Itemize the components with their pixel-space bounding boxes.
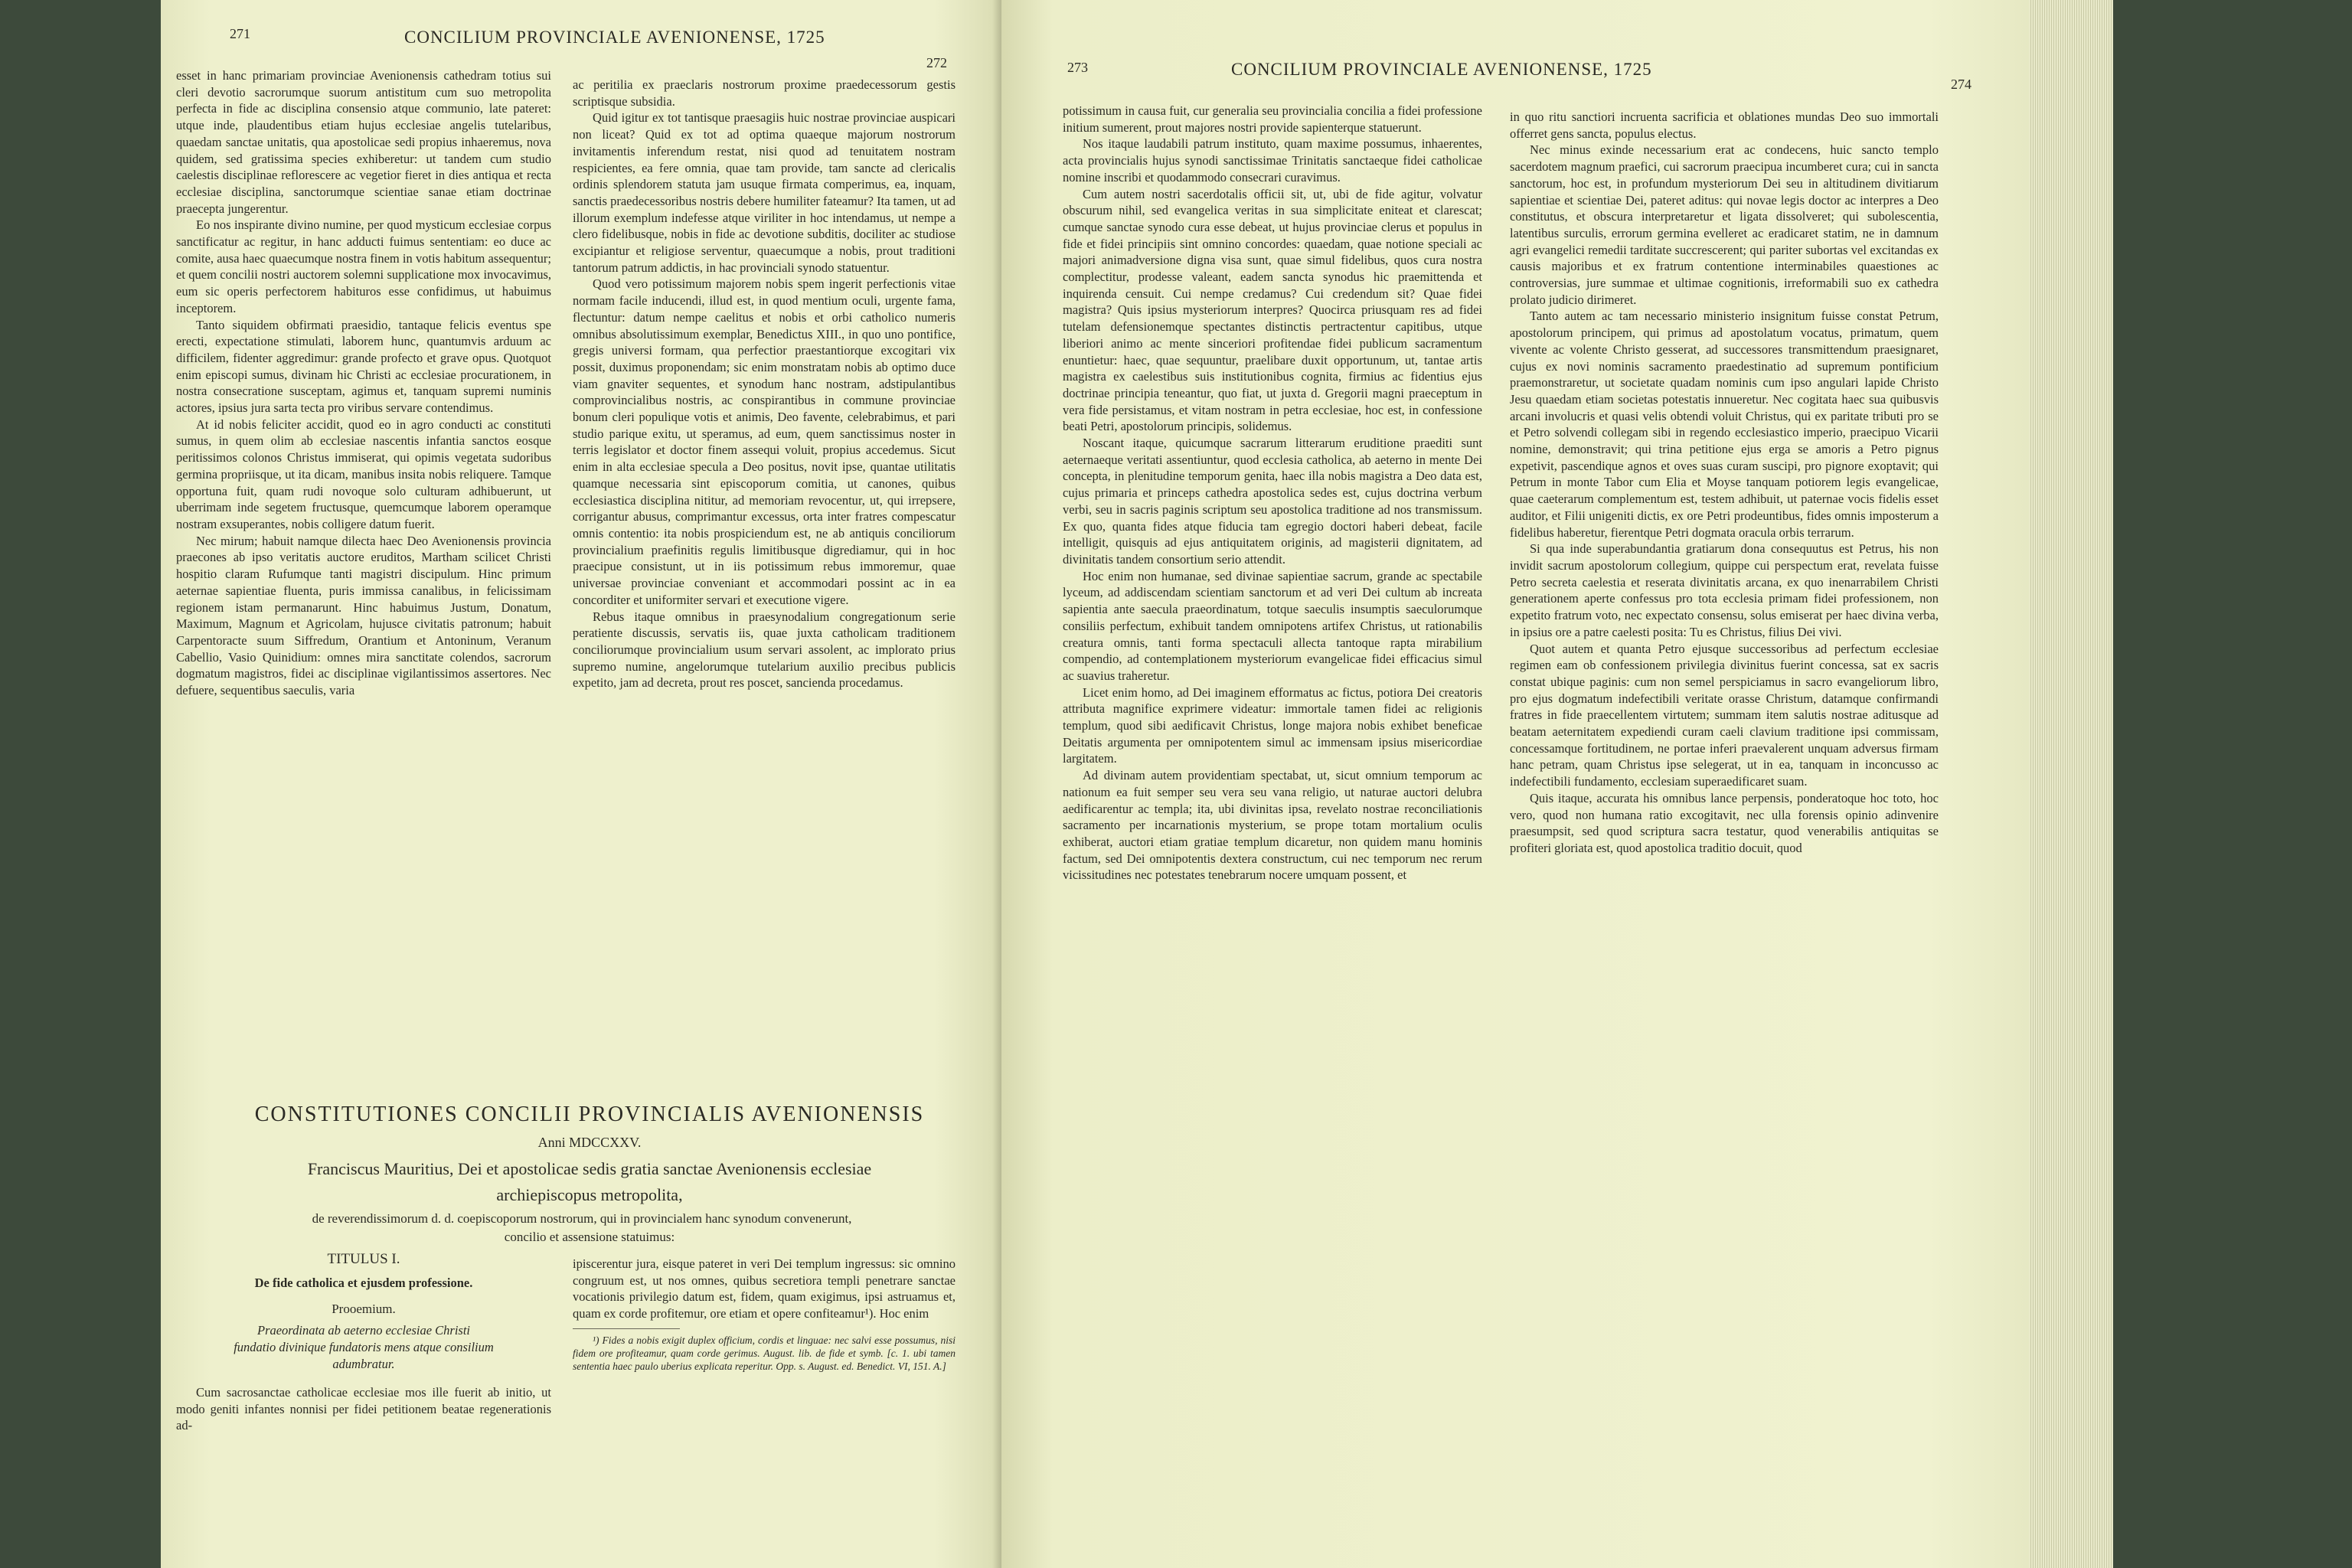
paragraph: Si qua inde superabundantia gratiarum dona consequutus est Petrus, his non invidit sacrum apostolorum collegium, quippe cui perspectum erat, revelata fuisse Petro secreta caelestia et reserata divinitatis arcana, ex quo inenarrabilem Christi generationem aperte confessus pro tota ecclesia primam fidei professionem, non expetito fratrum voto, nec expectato consensu, solus emiserat per haec divina verba, in ipsius ore a patre caelesti posita: Tu es Christus, filius Dei vivi. <box>1510 541 1939 639</box>
page-number-272: 272 <box>926 55 947 70</box>
footnote-rule <box>573 1328 680 1329</box>
book-page-edges <box>2029 0 2113 1568</box>
paragraph: Nec minus exinde necessarium erat ac condecens, huic sancto templo sacerdotem magnum praefici, cui sacrorum praecipua incumberet cura; cui in sancta sanctorum, hoc est, in profundum mysteriorum Dei seu in altitudinem divitiarum sapientiae et scientiae Dei, pateret aditus: qui novae legis doctor ac interpres a Deo constitutus, et obscura interpretaretur et ligata dissolveret; qui subolescentia, latentibus surculis, errorum germina evelleret ac eradicaret statim, ne in damnum agri evangelici remedii tarditate succrescerent; qui pariter subortas vel excitandas ex causis majoribus et ex fratrum contentione interminabiles quaestiones ac controversias, jure summae et ultimae cognitionis, irreformabili suo ex cathedra prolato judicio dirimeret. <box>1510 142 1939 307</box>
paragraph: Rebus itaque omnibus in praesynodalium congregationum serie peratiente discussis, servatis iis, quae juxta catholicam traditionem conciliorumque provincialium usum servari assolent, ac implorato prius supremo numine, angelorumque tutelarium auxilio precibus publicis expetito, jam ad decreta, prout res poscet, sancienda procedamus. <box>573 609 956 691</box>
paragraph: Tanto siquidem obfirmati praesidio, tantaque felicis eventus spe erecti, expectatione stimulati, laborem hunc, quantumvis arduum ac difficilem, fidenter aggredimur: grande profecto et grave opus. Quotquot enim episcopi sumus, divinam hic Christi ac ecclesiae procurationem, in nostra consecratione susceptam, agimus et, tanquam supremi numinis actores, ipsius jura sarta tecta pro viribus servare contendimus. <box>176 317 551 416</box>
paragraph: Quis itaque, accurata his omnibus lance perpensis, ponderatoque hoc toto, hoc vero, quod non humana ratio excogitavit, nec ulla forensis opinio adinvenire praesumpsit, sed quod scriptura sacra testatur, quod venerabilis antiquitas se profiteri gloriata est, quod apostolica traditio docuit, quod <box>1510 790 1939 855</box>
paragraph: Noscant itaque, quicumque sacrarum litterarum eruditione praediti sunt aeternaeque veritati assentiuntur, quod ecclesia catholica, ab aeterno in mente Dei concepta, in plenitudine temporum genita, haec illa nobis magistra a Deo data est, cujus primaria et princeps cathedra apostolica sedes est, cujus doctrina verbum verbi, seu in sacris paginis scriptum seu apostolica traditione ad nos transmissum. Ex quo, quanta fides atque fiducia tam egregio doctori haberi debeat, facile intelligit, quisquis ad ejus antiquitatem originis, ad magisterii dignitatem, ad divinitatis tandem consortium serio attendit. <box>1063 436 1482 567</box>
paragraph: Eo nos inspirante divino numine, per quod mysticum ecclesiae corpus sanctificatur ac regitur, in hanc adducti fuimus sententiam: eo duce ac comite, ausa haec quaecumque nostra finem in votis habitum assequentur; et quem concilii nostri auctorem solemni supplicatione mox invocavimus, eum sic operis perfectorem habituros esse confidimus, ut habuimus inceptorem. <box>176 217 551 315</box>
page-number-273: 273 <box>1067 60 1088 75</box>
page-number-274: 274 <box>1951 77 1971 92</box>
author-line: archiepiscopus metropolita, <box>496 1185 683 1204</box>
titulus-subheading: De fide catholica et ejusdem professione. <box>254 1276 473 1290</box>
paragraph: Quid igitur ex tot tantisque praesagiis huic nostrae provinciae auspicari non liceat? Quid ex tot ad optima quaeque majorum nostrorum invitamentis inferendum restat, nisi quod ad tenuitatem nostram respicientes, ea fere omnia, quae tam provide, tam sancte ad clericalis ordinis splendorem statuta jam usuque firmata comperimus, ea, inquam, sanctis praedecessoribus nostris debere humiliter fateamur? Ita tamen, ut ad illorum exemplum indefesse atque viriliter in hoc intendamus, ut nempe a clero fidelibusque, nobis in fide ac devotione subditis, dociliter ac studiose excipiantur et religiose serventur, quaecumque a nobis, prout traditioni tantorum patrum addictis, in hac provinciali synodo statuentur. <box>573 110 956 275</box>
paragraph: Hoc enim non humanae, sed divinae sapientiae sacrum, grande ac spectabile lyceum, ad addiscendam scientiam sanctorum et ad veri Dei cultum ab increata sapientia ante saecula praeordinatum, totque saeculis insumptis saeculorumque consiliis perfectum, exhibuit tandem omnipotens artifex Christus, ut rationabilis creatura omnis, tanti forma spectaculi allecta tantoque rapta mirabilium compendio, ad contemplationem mysteriorum evangelicae fidei efficacius simul ac suavius traheretur. <box>1063 568 1482 683</box>
motto-line: adumbratur. <box>332 1357 395 1371</box>
running-header-left: CONCILIUM PROVINCIALE AVENIONENSE, 1725 <box>404 28 825 47</box>
titulus-heading: TITULUS I. <box>327 1251 400 1267</box>
motto-line: Praeordinata ab aeterno ecclesiae Christi <box>256 1323 470 1338</box>
paragraph: esset in hanc primariam provinciae Avenionensis cathedram totius sui cleri devotio sacrorumque suorum antistitum cum suo metropolita perfecta in fide ac disciplina consensio atque communio, late pateret: utque inde, plaudentibus etiam hujus ecclesiae angelis tutelaribus, quaedam sanctae unitatis, qua apostolicae sedi propius inhaeremus, nova quidem, sed gratissima species exhiberetur: ut tandem cum studio caelestis disciplinae reflorescere ac vegetior fieret in dies antiqua et recta ecclesiae disciplina, sanctorumque scientiae sanae etiam doctrinae praecepta jungerentur. <box>176 68 551 216</box>
prooemium-text-left <box>176 1384 551 1434</box>
paragraph: Cum autem nostri sacerdotalis officii sit, ut, ubi de fide agitur, volvatur obscurum nihil, sed evangelica veritas in sua simplicitate eniteat et clarescat; cumque sanctae synodo cura esse debeat, ut hujus provinciae clerus et populus in fide et fidei principiis sint omnino concordes: quaedam, quae notione speciali ac majori animadversione digna visa sunt, quae simul fidelibus, quos cura nostra complectitur, prodesse valeant, eadem sancta synodus hic praemittenda et inquirenda censuit. Cui nempe credamus? Cui credendum sit? Quae fidei magistra? Quis ipsius mysteriorum interpres? Quocirca priusquam res ad fidei tutelam defensionemque spectantes distinctis pertractentur capitibus, utque liberiori animo ac mente sinceriori profitendae fidei publicum sacramentum enuntietur: haec, quae sequuntur, praelibare duxit opportunum, ut, tantae artis magistra ex caelestibus suis institutionibus cognita, firmius ac fidentius ejus doctrinae principia teneantur, quo fiat, ut juxta d. Gregorii magni praeceptum in vera fide persistamus, et vitam nostram in petra ecclesiae, hoc est, in confessione beati Petri, apostolorum principis, solidemus. <box>1063 186 1482 434</box>
paragraph: in quo ritu sanctiori incruenta sacrificia et oblationes mundas Deo suo immortali offerret gens sancta, populus electus. <box>1510 109 1939 141</box>
prooemium-text-right <box>573 1256 956 1373</box>
paragraph: Nec mirum; habuit namque dilecta haec Deo Avenionensis provincia praecones ab ipso veritatis auctore eruditos, Martham scilicet Christi hospitio claram Rufumque tanti magistri discipulum. Hinc primum aeternae sapientiae fluenta, puris immissa canalibus, in felicissimam regionem istam permanarunt. Hinc habuimus Justum, Donatum, Maximum, Magnum et Agricolam, hujusce civitatis patronum; habuit Carpentoracte suum Siffredum, Orantium et Antoninum, Veranum Cabellio, Vasio Quinidium: omnes mira sanctitate colendos, sacrorum dogmatum magistros, fidei ac disciplinae vigilantissimos assertores. Nec defuere, sequentibus saeculis, varia <box>176 533 551 698</box>
right-column-2 <box>1510 109 1939 857</box>
paragraph: Licet enim homo, ad Dei imaginem efformatus ac fictus, potiora Dei creatoris attributa magnifice exprimere videatur: immortale tamen fidei ac religionis templum, quod sibi aedificavit Christus, longe majora nobis exhibet beneficae Deitatis argumenta per omnipotentem simul ac immensam ipsius misericordiae largitatem. <box>1063 684 1482 766</box>
paragraph: Ad divinam autem providentiam spectabat, ut, sicut omnium temporum ac nationum ea fuit semper seu vera seu vana religio, ut naturae auctori delubra aedificarentur ac templa; ita, ubi divinitas ipsa, revelato nostrae reconciliationis sacramento per incarnationis mysterium, se prope totam mortalium oculis exhiberat, auctori etiam gratiae templum dicaretur, non quidem manu hominis factum, sed Dei omnipotentis dextera constructum, cui nec temporum nec rerum vicissitudines nec potestates tenebrarum nocere umquam possent, et <box>1063 768 1482 883</box>
author-line: concilio et assensione statuimus: <box>504 1230 675 1244</box>
footnote: ¹) Fides a nobis exigit duplex officium, cordis et linguae: nec salvi esse possumus, nisi fidem ore profiteamur, quam corde gerimus. August. lib. de fide et symb. [c. 1. ubi tamen sententia haec paulo uberius explicata reperitur. Opp. s. August. ed. Benedict. VI, 151. A.] <box>573 1334 956 1372</box>
left-column-2 <box>573 77 956 691</box>
prooemium-heading: Prooemium. <box>332 1302 396 1316</box>
background-left <box>0 0 161 1568</box>
running-header-right: CONCILIUM PROVINCIALE AVENIONENSE, 1725 <box>1231 60 1652 79</box>
right-column-1 <box>1063 103 1482 884</box>
right-page <box>1001 0 2029 1568</box>
left-page <box>161 0 1001 1568</box>
paragraph: Cum sacrosanctae catholicae ecclesiae mos ille fuerit ab initio, ut modo geniti infantes nonnisi per fidei petitionem beatae regenerationis ad- <box>176 1385 551 1433</box>
page-number-271: 271 <box>230 26 250 41</box>
motto-line: fundatio divinique fundatoris mens atque consilium <box>234 1340 494 1354</box>
paragraph: Quot autem et quanta Petro ejusque successoribus ad perfectum ecclesiae regimen eam ob confessionem privilegia divinitus fuerint concessa, sat ex sacris constat ubique paginis: cum non semel perspiciamus in sacro evangeliorum libro, pro ejus dogmatum indefectibili veritate orasse Christum, datamque confirmandi fratres in fide praecellentem virtutem; summam item salutis nostrae aditusque ad beatam aeternitatem expediendi curam caeli clavium traditione ipsi commissam, concessamque fortitudinem, ne portae inferi praevalerent unquam adversus firmam hanc petram, quam Christus ipse selegerat, ut in ea, tanquam in inconcusso ac indefectibili fundamento, ecclesiam superaedificaret suam. <box>1510 641 1939 789</box>
paragraph: ac peritilia ex praeclaris nostrorum proxime praedecessorum gestis scriptisque subsidia. <box>573 77 956 109</box>
background-right <box>2113 0 2352 1568</box>
author-line: Franciscus Mauritius, Dei et apostolicae sedis gratia sanctae Avenionensis ecclesiae <box>307 1159 872 1178</box>
left-column-1 <box>176 67 551 699</box>
paragraph: At id nobis feliciter accidit, quod eo in agro conducti ac constituti sumus, in quem olim ab ecclesiae nascentis infantia sanctos eosque peritissimos colonos Christus immiserat, qui opimis vegetata sudoribus germina propriisque, ut ita dicam, manibus insita nobis reliquere. Tamque opportuna fuit, quam rudi novoque solo culturam adhibuerunt, ut uberrimam inde segetem fructusque, quemcumque laborem operamque nostram exsuperantes, nobis colligere datum fuerit. <box>176 416 551 531</box>
constitutions-title: CONSTITUTIONES CONCILII PROVINCIALIS AVENIONENSIS <box>254 1102 925 1126</box>
author-line: de reverendissimorum d. d. coepiscoporum nostrorum, qui in provincialem hanc synodum convenerunt, <box>312 1211 852 1226</box>
paragraph: potissimum in causa fuit, cur generalia seu provincialia concilia a fidei professione initium sumerent, prout majores nostri provide sapienterque statuerunt. <box>1063 103 1482 135</box>
paragraph: Nos itaque laudabili patrum instituto, quam maxime possumus, inhaerentes, acta provincialis hujus synodi sanctissimae Trinitatis sanctaeque fidei catholicae nomine inscribi et quodammodo consecrari curavimus. <box>1063 136 1482 185</box>
paragraph: Quod vero potissimum majorem nobis spem ingerit perfectionis vitae normam facile inducendi, illud est, in quod mentium oculi, urgente fama, flectuntur: datum nempe caelitus et nobis et orbi catholico numeris omnibus absolutissimum exemplar, Benedictus XIII., in quo uno pontifice, gregis universi formam, qua perfectior praestantiorque excogitari vix possit, duximus proponendam; sic enim monstratam nobis ab optimo duce viam gnaviter sequentes, et synodum hanc nostram, adstipulantibus comprovincialibus nostris, ac conspirantibus in commune provinciae bonum cleri populique votis et animis, Deo favente, celebrabimus, et pari studio parique exitu, ut speramus, ad eum, quem sanctissimus noster in terris legislator et doctor finem assequi voluit, propius accedemus. Sicut enim in alta ecclesiae specula a Deo positus, novit ipse, quantae utilitatis quamque necessaria sint episcoporum comitia, ut canones, quibus ecclesiastica disciplina nititur, ad memoriam revocentur, ut, qui irrepsere, corrigantur abusus, comprimantur excessus, orta inter fratres compescatur omnis contentio: ita nobis prospiciendum est, ne ab antiquis conciliorum provincialium praefinitis regulis limitibusque digrediamur, qui in hoc praecipue consistunt, ut in iis potissimum rebus immoremur, quae universae provinciae conveniant et accommodari possint ac in ea concorditer et uniformiter servari et executione vigere. <box>573 276 956 607</box>
paragraph: Tanto autem ac tam necessario ministerio insignitum fuisse constat Petrum, apostolorum principem, qui primus ad apostolatum vocatus, primatum, quem vivente ac volente Christo gesserat, ad successores transmittendum praesignaret, cujus ex novi nominis sacramento praedestinatio ad supremum pontificium praemonstraretur, ut societate quadam nominis cum ipso angulari lapide Christo Jesu quaedam etiam societas potestatis innueretur. Nec cogitata haec sua quibusvis arcani involucris et quasi velis obtendi voluit Christus, qui ex paritate tributi pro se et Petro solvendi collegam sibi in regendo ecclesiastico imperio, praecipuo Vicarii nomine, demonstravit; qui trina petitione ejus erga se amoris a Petro pignus expetivit, pascendique agnos et oves suas curam suscipi, pro pignore exoptavit; qui Petrum in monte Tabor cum Elia et Moyse tanquam potiorem legis evangelicae, quae caeterarum complementum est, testem adhibuit, ut paternae vocis fidelis esset auditor, et Filii unigeniti dictis, ex ore Petri prodeuntibus, fides omnis imposterum a fidelibus haberetur, fierentque Petri dogmata oracula orbis terrarum. <box>1510 309 1939 540</box>
year-line: Anni MDCCXXV. <box>537 1135 642 1150</box>
paragraph: ipiscerentur jura, eisque pateret in veri Dei templum ingressus: sic omnino congruum est, ut nos omnes, quibus secretiora templi penetrare sanctae vocationis privilegio datum est, fidem, quam exigimus, ipsi astruamus et, quam ex corde profitemur, ore etiam et opere confiteamur¹). Hoc enim <box>573 1256 956 1321</box>
